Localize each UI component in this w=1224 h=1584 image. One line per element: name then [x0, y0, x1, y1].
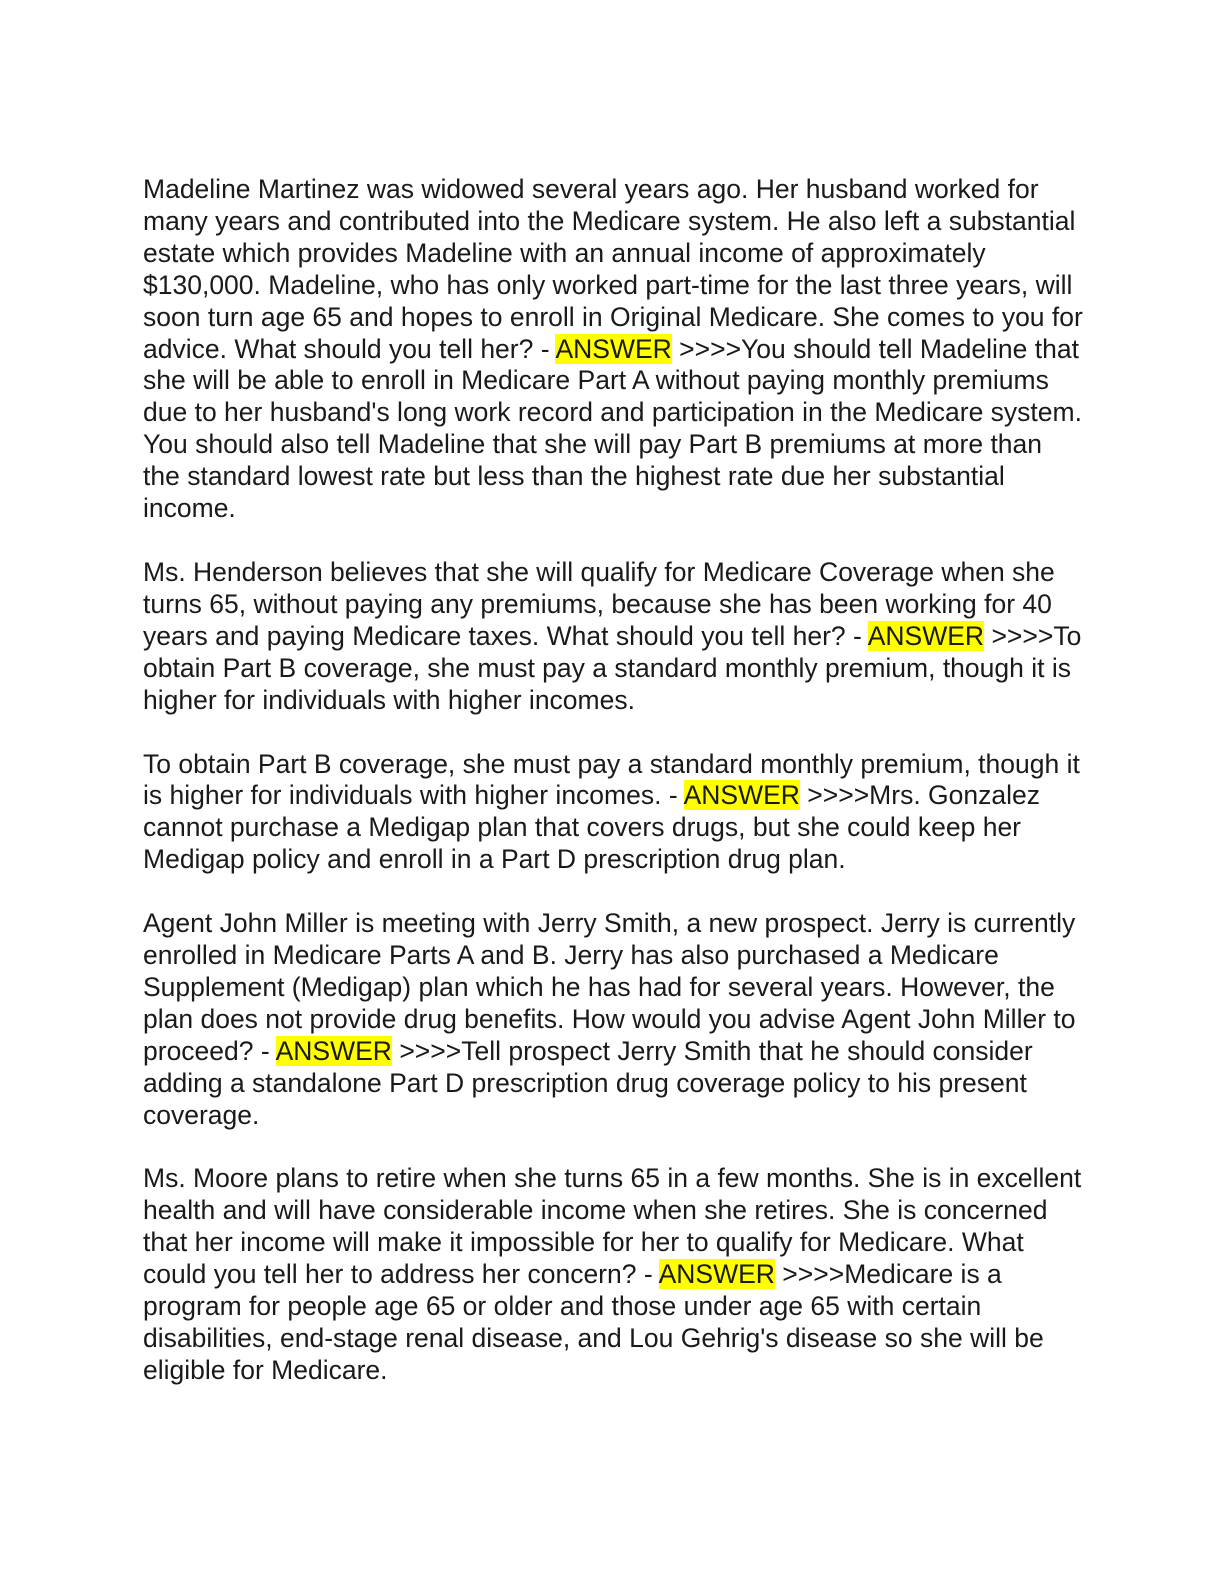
qa-entry [143, 174, 1083, 525]
document-page [143, 174, 1083, 1419]
answer-text: >>>>Mrs. Gonzalez cannot purchase a Medigap plan that covers drugs, but she could keep her Medigap policy and enroll in a Part D prescription drug plan. [143, 780, 1041, 875]
answer-text: >>>>Medicare is a program for people age 65 or older and those under age 65 with certain disabilities, end-stage renal disease, and Lou Gehrig's disease so she will be eligible for Medicare. [143, 1259, 1044, 1385]
answer-highlight: ANSWER [683, 780, 800, 811]
question-text: Madeline Martinez was widowed several years ago. Her husband worked for many years and contributed into the Medicare system. He also left a substantial estate which provides Madeline with an annual income of approximately $130,000. Madeline, who has only worked part-time for the last three years, will soon turn age 65 and hopes to enroll in Original Medicare. She comes to you for advice. What should you tell her? - [143, 174, 1083, 364]
answer-text: >>>>Tell prospect Jerry Smith that he should consider adding a standalone Part D prescription drug coverage policy to his present coverage. [143, 1035, 1033, 1130]
answer-text: >>>>To obtain Part B coverage, she must pay a standard monthly premium, though it is higher for individuals with higher incomes. [143, 620, 1082, 715]
qa-entry [143, 908, 1083, 1131]
answer-text: >>>>You should tell Madeline that she will be able to enroll in Medicare Part A without paying monthly premiums due to her husband's long work record and participation in the Medicare system. You should also tell Madeline that she will pay Part B premiums at more than the standard lowest rate but less than the highest rate due her substantial income. [143, 333, 1082, 524]
answer-highlight: ANSWER [658, 1259, 775, 1290]
qa-entry [143, 749, 1083, 877]
question-text: Ms. Henderson believes that she will qualify for Medicare Coverage when she turns 65, without paying any premiums, because she has been working for 40 years and paying Medicare taxes. What should you tell her? - [143, 556, 1055, 651]
question-text: To obtain Part B coverage, she must pay a standard monthly premium, though it is higher for individuals with higher incomes. - [143, 748, 1080, 811]
answer-highlight: ANSWER [275, 1035, 392, 1066]
answer-highlight: ANSWER [555, 333, 672, 364]
qa-entry [143, 557, 1083, 717]
question-text: Ms. Moore plans to retire when she turns 65 in a few months. She is in excellent health and will have considerable income when she retires. She is concerned that her income will make it impossible for her to qualify for Medicare. What could you tell her to address her concern? - [143, 1163, 1082, 1290]
qa-entry [143, 1163, 1083, 1386]
question-text: Agent John Miller is meeting with Jerry Smith, a new prospect. Jerry is currently enrolled in Medicare Parts A and B. Jerry has also purchased a Medicare Supplement (Medigap) plan which he has had for several years. However, the plan does not provide drug benefits. How would you advise Agent John Miller to proceed? - [143, 908, 1076, 1066]
answer-highlight: ANSWER [867, 620, 985, 651]
